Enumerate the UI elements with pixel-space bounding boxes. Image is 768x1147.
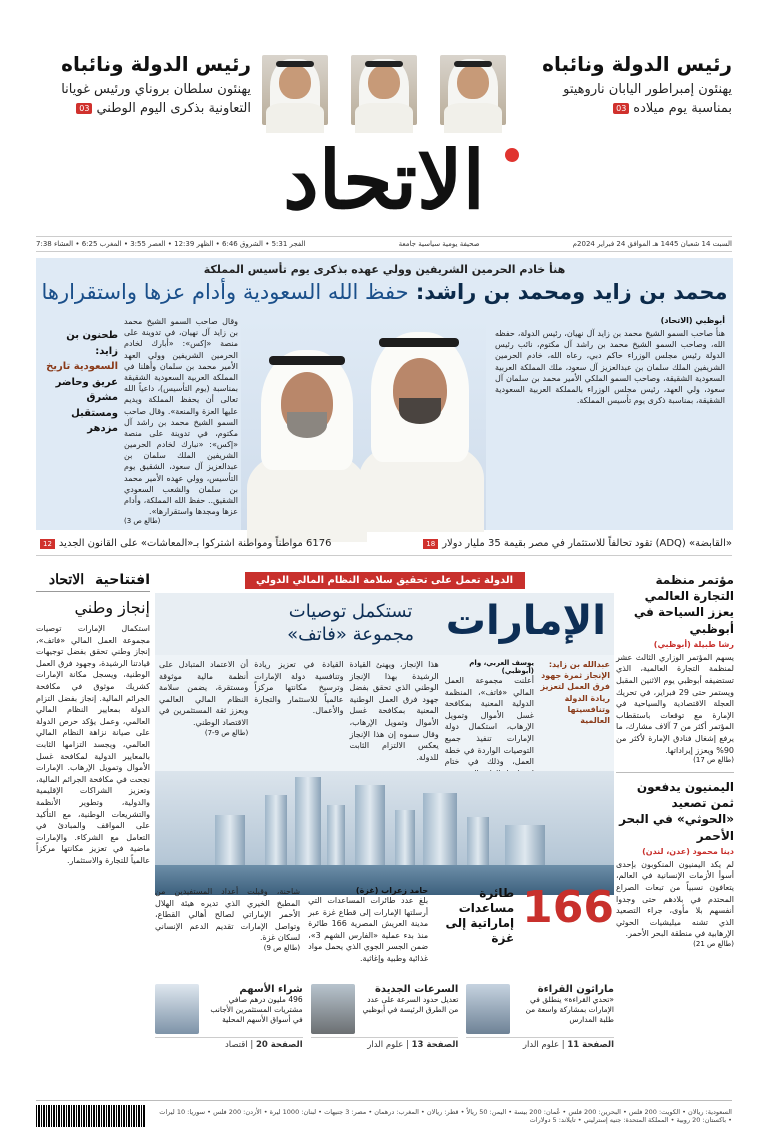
editorial-brand-logo: الاتحاد bbox=[48, 572, 85, 588]
promo-section: علوم الدار bbox=[522, 1040, 560, 1050]
lead-headline bbox=[36, 280, 733, 304]
lead-photo bbox=[241, 320, 486, 530]
gaza-caption: طائرة مساعدات إماراتية إلى غزة bbox=[445, 886, 515, 945]
side-quote-line: مزدهر bbox=[87, 423, 118, 434]
lead-kicker: هنأ خادم الحرمين الشريفين وولي عهده بذكرى يوم تأسيس المملكة bbox=[203, 263, 566, 276]
portrait-2 bbox=[351, 55, 417, 125]
barcode-icon bbox=[36, 1105, 146, 1127]
ear-right-page-badge: 03 bbox=[613, 103, 629, 114]
gaza-aid-count: 166 bbox=[522, 882, 614, 933]
ticker-page-badge: 12 bbox=[40, 539, 55, 549]
promo-page-label: الصفحة 13 bbox=[411, 1040, 459, 1050]
editorial-section-label: افتتاحية bbox=[95, 572, 150, 588]
lead-headline-bold: محمد بن زايد ومحمد بن راشد: bbox=[415, 280, 728, 304]
promo-page-label: الصفحة 20 bbox=[255, 1040, 303, 1050]
portrait-1 bbox=[262, 55, 328, 125]
promo-speed[interactable]: السرعات الجديدة تعديل حدود السرعة على عدد من الطرق الرئيسة في أبوظبي الصفحة 13 | علوم الدار bbox=[311, 984, 459, 1088]
promo-title: السرعات الجديدة bbox=[375, 984, 459, 995]
feature-subtitle bbox=[287, 601, 414, 646]
dateline-tagline: صحيفة يومية سياسية جامعة bbox=[398, 240, 480, 248]
promo-photo bbox=[155, 984, 199, 1034]
lead-continued[interactable]: (طالع ص 3) bbox=[124, 517, 161, 526]
lead-story[interactable] bbox=[36, 258, 733, 530]
ear-left-line2: التعاونية بذكرى اليوم الوطني bbox=[96, 101, 251, 116]
side-quote-line: عريق وحاضر bbox=[55, 376, 118, 388]
ear-right-title: رئيس الدولة ونائباه bbox=[542, 52, 732, 76]
wto-story[interactable] bbox=[616, 572, 734, 764]
skyline-tower bbox=[467, 817, 489, 865]
gaza-story[interactable] bbox=[308, 886, 428, 978]
promo-photo bbox=[466, 984, 510, 1034]
ticker-page-badge: 18 bbox=[423, 539, 438, 549]
feature-header bbox=[155, 593, 614, 655]
editorial-section-header bbox=[36, 572, 150, 592]
ear-right-line2: بمناسبة يوم ميلاده bbox=[633, 101, 732, 116]
right-column bbox=[616, 572, 734, 1092]
feature-skyline-photo bbox=[155, 771, 614, 895]
skyline-tower bbox=[505, 825, 545, 865]
dateline-prayer-times: الفجر 5:31 • الشروق 6:46 • الظهر 12:39 • العصر 3:55 • المغرب 6:25 • العشاء 7:38 bbox=[36, 240, 306, 248]
promo-text: 496 مليون درهم صافي مشتريات المستثمرين الأجانب في أسواق الأسهم المحلية bbox=[210, 995, 303, 1025]
feature-side-quote: عبدالله بن زايد: الإنجاز ثمرة جهود فرق العمل لتعزيز ريادة الدولة وتنافسيتها العالمية bbox=[540, 660, 610, 725]
logo-dot-icon bbox=[505, 148, 519, 162]
ear-left[interactable] bbox=[36, 52, 251, 116]
ticker-text: 6176 مواطناً ومواطنة اشتركوا بـ«المعاشات» على القانون الجديد bbox=[58, 538, 332, 549]
skyline-tower bbox=[355, 785, 385, 865]
feature-subtitle-line1: تستكمل توصيات bbox=[288, 601, 413, 622]
dateline-bar bbox=[36, 236, 732, 252]
promo-section: اقتصاد bbox=[224, 1040, 248, 1050]
lead-dateline: أبوظبي (الاتحاد) bbox=[660, 316, 725, 325]
skyline-tower bbox=[327, 805, 345, 865]
skyline-tower bbox=[295, 777, 321, 865]
skyline-tower bbox=[215, 815, 245, 865]
news-ticker bbox=[36, 538, 732, 556]
promo-text: «تحدي القراءة» ينطلق في الإمارات بمشاركة واسعة من طلبة المدارس bbox=[525, 995, 614, 1025]
lead-column-left: وقال صاحب السمو الشيخ محمد بن زايد آل نهيان، في تدوينة على منصة «إكس»: «أبارك لخادم الحرمين الشريفين وولي العهد الأمير محمد بن سلمان وأهلنا في المملكة العربية السعودية الشقيقة بمناسبة (يوم التأسيس)، داعياً الله تعالى أن يحفظ المملكة ويديم عليها العزة والمنعة». وقال صاحب السمو الشيخ محمد بن راشد آل مكتوم، في تدوينة على منصة «إكس»: «نبارك لخادم الحرمين الشريفين الملك سلمان بن عبدالعزيز آل سعود، الشقيق يوم التأسيس، وولي عهده الأمير محمد بن سلمان والشعب السعودي الشقيق.. حفظ الله المملكة، وأدام عزها ومجدها واستقرارها». bbox=[124, 317, 238, 517]
feature-col3: القيادة في تعزيز ريادة وتنافسية دولة الإمارات وترسيخ مكانتها مركزاً عالمياً للاستثمار والتجارة والأعمال. bbox=[254, 660, 344, 716]
masthead bbox=[0, 133, 768, 227]
lead-headline-light: حفظ الله السعودية وأدام عزها واستقرارها bbox=[41, 280, 409, 304]
feature-columns bbox=[155, 655, 614, 767]
editorial-column[interactable] bbox=[36, 572, 150, 1092]
fatf-feature[interactable] bbox=[155, 572, 614, 895]
feature-dateline: يوسف العربي، وام (أبوظبي) bbox=[469, 659, 534, 675]
promo-stocks[interactable]: شراء الأسهم 496 مليون درهم صافي مشتريات المستثمرين الأجانب في أسواق الأسهم المحلية الصفحة 20 | اقتصاد bbox=[155, 984, 303, 1088]
promo-reading[interactable]: ماراثون القراءة «تحدي القراءة» ينطلق في الإمارات بمشاركة واسعة من طلبة المدارس الصفحة 11 | علوم الدار bbox=[466, 984, 614, 1088]
feature-col1: أعلنت مجموعة العمل المالي «فاتف»، المنظمة الدولية المعنية بمكافحة غسل الأموال وتمويل الإرهاب، استكمال دولة الإمارات تنفيذ جميع التوصيات الواردة في خطة العمل، وذلك في ختام bbox=[444, 676, 534, 767]
ear-left-page-badge: 03 bbox=[76, 103, 92, 114]
skyline-tower bbox=[423, 793, 457, 865]
feature-banner: الدولة تعمل على تحقيق سلامة النظام المالي الدولي bbox=[245, 572, 525, 589]
yemen-story[interactable] bbox=[616, 772, 734, 948]
side-quote-line: طحنون بن زايد: bbox=[66, 330, 118, 357]
ear-left-line1: يهنئون سلطان بروناي ورئيس غويانا bbox=[61, 82, 251, 97]
gaza-col-right: بلغ عدد طائرات المساعدات التي أرسلتها الإمارات إلى قطاع غزة عبر مدينة العريش المصرية 166 طائرة منذ بدء عملية «الفارس الشهم 3»، ضمن الجسر الجوي الذي يحمل مواد غذائية وطبية وإغاثية. bbox=[308, 896, 429, 963]
ticker-item[interactable] bbox=[419, 538, 732, 549]
wto-continued[interactable]: (طالع ص 17) bbox=[693, 756, 734, 765]
ticker-item[interactable] bbox=[36, 538, 331, 549]
ear-left-title: رئيس الدولة ونائباه bbox=[61, 52, 251, 76]
lead-column-right: هنأ صاحب السمو الشيخ محمد بن زايد آل نهيان، رئيس الدولة، حفظه الله، وصاحب السمو الشيخ محمد بن راشد آل مكتوم، نائب رئيس الدولة رئيس مجلس الوزراء حاكم دبي، رعاه الله، خادم الحرمين الشريفين الملك سلمان بن عبدالعزيز آل سعود، ملك المملكة العربية السعودية الشقيقة، وصاحب السمو الملكي الأمير محمد بن سلمان آل سعود، ولي العهد، رئيس مجلس الوزراء بالمملكة العربية السعودية الشقيقة، بمناسبة ذكرى يوم تأسيس المملكة. bbox=[495, 329, 725, 406]
promo-title: شراء الأسهم bbox=[239, 984, 303, 995]
promo-section: علوم الدار bbox=[367, 1040, 404, 1050]
feature-col2: هذا الإنجاز، ويهنئ القيادة الرشيدة بهذا الإنجاز الوطني الذي تحقق بفضل جهود فرق العمل الوطنية المعنية بمكافحة غسل الأموال وتمويل الإرهاب، وقال سموه إن هذا الإنجاز يعكس الالتزام الثابت للدولة. bbox=[349, 660, 439, 762]
yemen-headline: اليمنيون يدفعون ثمن تصعيد «الحوثي» في البحر الأحمر bbox=[619, 780, 734, 843]
gaza-continued[interactable]: (طالع ص 9) bbox=[263, 943, 301, 952]
side-quote-line: مشرق bbox=[86, 392, 118, 403]
wto-body: يسهم المؤتمر الوزاري الثالث عشر لمنظمة التجارة العالمية، الذي تستضيفه أبوظبي يوم الاثنين المقبل ويستمر حتى 29 فبراير، في تحريك العجلة الاقتصادية والسياحية في الإمارة مع توقعات باستقطاب المؤتمر أكثر من 7 آلاف مشارك، ما يرفع إشغال فنادق الإمارة لأكثر من 90% ويعزز إيراداتها. bbox=[616, 652, 734, 755]
yemen-body: لم يكد اليمنيون المنكوبون بإحدى أسوأ الأزمات الإنسانية في العالم، يتعافون نسبياً من تبعات الصراع المحتدم في بلادهم حتى وجدوا أنفسهم بلا مأوى، جراء التصعيد الذي تشنه ميليشيات الحوثي الإرهابية في منطقة البحر الأحمر. bbox=[616, 859, 734, 939]
skyline-tower bbox=[265, 795, 287, 865]
prices-text: السعودية: ريالان • الكويت: 200 فلس • البحرين: 200 فلس • عُمان: 200 بيسة • اليمن: 50 ريالاً • قطر: ريالان • المغرب: درهمان • مصر: 3 جنيهات • لبنان: 1000 ليرة • الأردن: 200 فلس • سوريا: 10 ليرات • باكستان: 20 روبية • المملكة المتحدة: جنيه إسترليني • تايلاند: 5 دولارات bbox=[159, 1108, 732, 1124]
wto-byline: رشا طبيلة (أبوظبي) bbox=[653, 639, 734, 649]
yemen-continued[interactable]: (طالع ص 21) bbox=[693, 940, 734, 948]
promo-page-label: الصفحة 11 bbox=[567, 1040, 614, 1050]
feature-continued[interactable]: (طالع ص 9-7) bbox=[204, 728, 249, 737]
side-quote-line: ومستقبل bbox=[71, 407, 118, 419]
ear-right[interactable] bbox=[517, 52, 732, 116]
promos-row bbox=[155, 984, 614, 1088]
feature-col4: أن الاعتماد المتبادل على أنظمة مالية موثوقة ومستقرة، يضمن سلامة النظام المالي العالمي ويعزز ثقة المستثمرين في الاقتصاد الوطني. bbox=[159, 660, 249, 727]
feature-big-title: الإمارات bbox=[445, 598, 606, 644]
dateline-date: السبت 14 شعبان 1445 هـ الموافق 24 فبراير 2024م bbox=[572, 240, 732, 248]
promo-text: تعديل حدود السرعة على عدد من الطرق الرئيسة في أبوظبي bbox=[362, 995, 459, 1015]
gaza-section bbox=[155, 882, 614, 978]
wto-headline: مؤتمر منظمة التجارة العالمي يعزز السياحة في أبوظبي bbox=[633, 573, 734, 636]
ear-right-line1: يهنئون إمبراطور اليابان ناروهيتو bbox=[563, 82, 732, 97]
gaza-byline: حامد زعراب (غزة) bbox=[355, 886, 429, 895]
lead-side-quote bbox=[42, 328, 118, 437]
feature-subtitle-line2: مجموعة «فاتف» bbox=[287, 623, 414, 645]
editorial-title: إنجاز وطني bbox=[74, 598, 150, 617]
portrait-3 bbox=[440, 55, 506, 125]
promo-photo bbox=[311, 984, 355, 1034]
side-quote-line: السعودية تاريخ bbox=[46, 361, 118, 372]
price-strip bbox=[36, 1100, 732, 1127]
feature-body bbox=[155, 655, 614, 895]
gaza-col-left: شاحنة، وقبلت أعداد المستفيدين من المطبخ الخيري الذي تديره هيئة الهلال الأحمر الإماراتي لصالح أهالي القطاع، وتواصل الإمارات تقديم الدعم الإنساني لسكان غزة. bbox=[155, 887, 301, 943]
ticker-text: «القابضة» (ADQ) تقود تحالفاً للاستثمار في مصر بقيمة 35 مليار دولار bbox=[442, 538, 732, 549]
skyline-tower bbox=[395, 810, 415, 865]
promo-title: ماراثون القراءة bbox=[537, 984, 614, 995]
yemen-byline: دينا محمود (عدن، لندن) bbox=[642, 846, 734, 856]
editorial-body: استكمال الإمارات توصيات مجموعة العمل المالي «فاتف»، إنجاز وطني تحقق بفضل توجيهات قيادتنا الرشيدة، وجهود فرق العمل الوطنية، ويسجل مكانة الإمارات كشريك موثوق في مكافحة الجرائم المالية. إنجاز بفضل التزام الدولة بمعايير النظام المالي العالمي، وعمل يؤكد حرص الدولة على صيانة نزاهة النظام المالي العالمي، ويجسد التزامها الثابت بالمعايير الدولية لمكافحة غسل الأموال وتمويل الإرهاب. الإمارات نجحت في مكافحة الجرائم المالية، وتعزيز الشراكات الإقليمية والدولية، وتطوير الأنظمة والتشريعات الوطنية، مع التأكيد على المواقف والمبادئ في التعامل مع الشركاء. والإمارات ماضية في تعزيز مكانتها مركزاً عالمياً للتجارة والاستثمار. bbox=[36, 624, 150, 865]
newspaper-logo: الاتحاد bbox=[283, 133, 485, 227]
